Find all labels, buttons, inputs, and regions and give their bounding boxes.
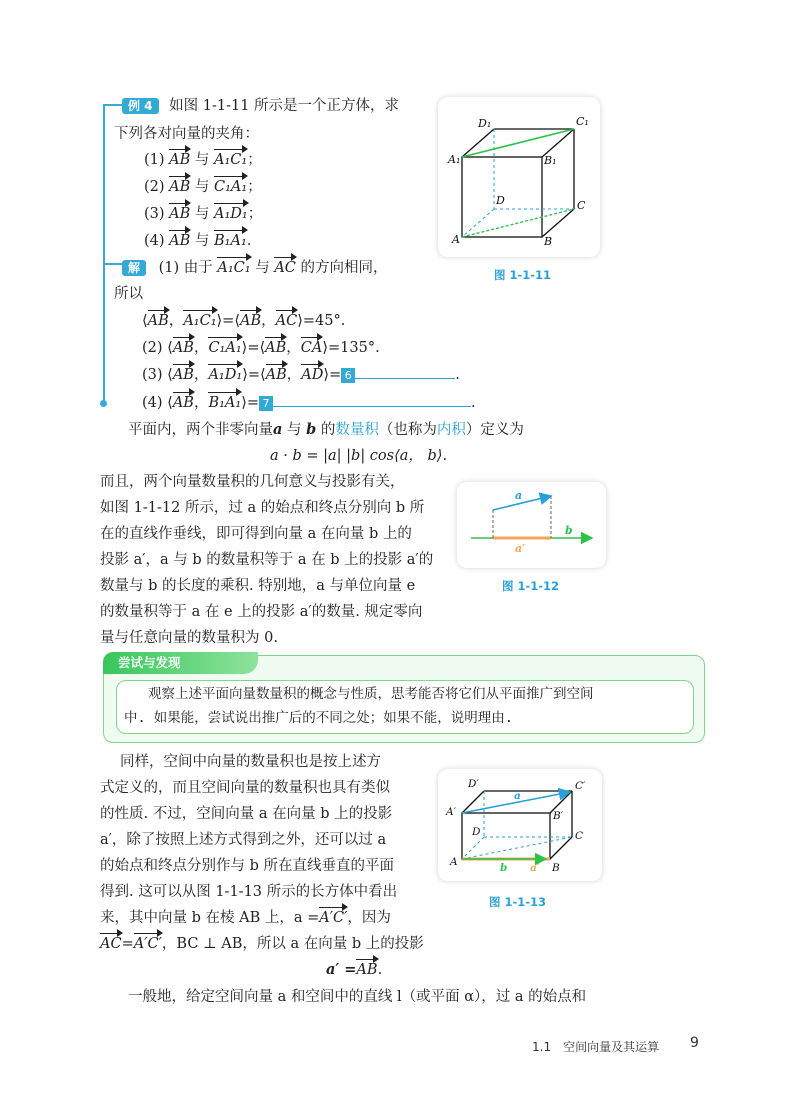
paragraph-line: 的数量积等于 a 在 e 上的投影 a′的数量. 规定零向 [100, 604, 423, 620]
solution-line-2: 所以 [114, 286, 143, 302]
projection-diagram [457, 482, 606, 568]
label-D: D [496, 194, 505, 207]
solution-line-1: 解 (1) 由于 A₁C₁ 与 AC 的方向相同， [122, 258, 388, 278]
label-B: B [544, 235, 553, 248]
example-bracket [103, 104, 105, 404]
svg-text:D′: D′ [468, 778, 479, 790]
svg-text:a: a [515, 489, 523, 502]
cube-diagram [438, 97, 600, 257]
paragraph-line: 而且，两个向量数量积的几何意义与投影有关， [100, 474, 405, 490]
svg-text:B′: B′ [553, 810, 564, 822]
svg-text:a: a [514, 790, 521, 802]
paragraph-line: a′，除了按照上述方式得到之外，还可以过 a [100, 832, 387, 848]
example-item: (1) AB 与 A₁C₁； [144, 152, 262, 168]
paragraph-line: 在的直线作垂线，即可得到向量 a 在向量 b 上的 [100, 526, 412, 542]
paragraph-line: 的性质. 不过，空间向量 a 在向量 b 上的投影 [100, 806, 393, 822]
svg-text:C′: C′ [575, 780, 586, 792]
solution-bracket-tick [103, 263, 123, 265]
paragraph-line: 的始点和终点分别作与 b 所在直线垂直的平面 [100, 858, 394, 874]
try-discover-title: 尝试与发现 [118, 655, 181, 670]
figure-caption: 图 1-1-12 [502, 579, 560, 593]
try-discover-line-1: 观察上述平面向量数量积的概念与性质，思考能否将它们从平面推广到空间 [148, 686, 594, 702]
paragraph-line: 量与任意向量的数量积为 0. [100, 630, 278, 646]
example-intro-1: 如图 1-1-11 所示是一个正方体，求 [169, 98, 400, 114]
example-tag: 例 4 [122, 98, 159, 114]
try-discover-line-2: 中. 如果能，尝试说出推广后的不同之处；如果不能，说明理由. [124, 710, 513, 726]
dot-product-definition: 平面内，两个非零向量a 与 b 的数量积（也称为内积）定义为 [128, 421, 524, 438]
paragraph-line: 一般地，给定空间向量 a 和空间中的直线 l（或平面 α），过 a 的始点和 [128, 989, 587, 1005]
figure-1-1-13 [438, 769, 602, 881]
label-A1: A₁ [448, 153, 461, 166]
example-item: (3) AB 与 A₁D₁； [144, 206, 263, 222]
figure-caption: 图 1-1-11 [494, 268, 552, 282]
label-C1: C₁ [576, 115, 589, 128]
svg-text:a′: a′ [515, 542, 526, 555]
paragraph-line: 数量与 b 的长度的乘积. 特别地，a 与单位向量 e [100, 578, 416, 594]
example-bracket-top [103, 104, 123, 106]
answer-blank-6[interactable]: 6 [341, 368, 355, 383]
paragraph-line: AC=A′C′，BC ⊥ AB，所以 a 在向量 b 上的投影 [100, 936, 424, 952]
figure-1-1-12 [457, 482, 606, 568]
label-D1: D₁ [478, 117, 492, 130]
page-number: 9 [690, 1035, 699, 1051]
solution-eq-4: (4) ⟨AB，B₁A₁⟩= 7 . [142, 395, 476, 411]
solution-eq-2: (2) ⟨AB，C₁A₁⟩=⟨AB，CA⟩=135°. [142, 340, 380, 356]
example-heading [122, 96, 399, 116]
example-item: (2) AB 与 C₁A₁； [144, 179, 262, 195]
paragraph-line: 得到. 这可以从图 1-1-13 所示的长方体中看出 [100, 884, 398, 900]
figure-caption: 图 1-1-13 [489, 895, 547, 909]
svg-text:b: b [565, 524, 573, 537]
svg-text:C: C [575, 830, 584, 842]
solution-eq-1: ⟨AB，A₁C₁⟩=⟨AB，AC⟩=45°. [142, 313, 346, 329]
projection-formula: a′ =AB. [326, 961, 383, 978]
paragraph-line: 如图 1-1-12 所示，过 a 的始点和终点分别向 b 所 [100, 500, 425, 516]
paragraph-line: 同样，空间中向量的数量积也是按上述方 [120, 754, 381, 770]
svg-text:b: b [500, 862, 508, 874]
solution-tag: 解 [122, 260, 146, 276]
label-A: A [452, 233, 460, 246]
answer-blank-7[interactable]: 7 [259, 396, 273, 411]
paragraph-line: 投影 a′，a 与 b 的数量积等于 a 在 b 上的投影 a′的 [100, 552, 434, 568]
figure-1-1-11 [438, 97, 600, 257]
label-C: C [577, 199, 586, 212]
example-item: (4) AB 与 B₁A₁. [144, 233, 252, 249]
solution-eq-3: (3) ⟨AB，A₁D₁⟩=⟨AB，AD⟩= 6 . [142, 367, 460, 383]
cuboid-diagram [438, 769, 602, 881]
svg-text:a′: a′ [530, 862, 540, 874]
svg-text:D: D [472, 826, 481, 838]
example-intro-2: 下列各对向量的夹角： [114, 126, 259, 142]
paragraph-line: 来，其中向量 b 在棱 AB 上，a =A′C′，因为 [100, 910, 391, 926]
svg-text:A: A [450, 856, 458, 868]
footer-section: 1.1 空间向量及其运算 [532, 1040, 660, 1054]
svg-text:B: B [552, 862, 560, 874]
bracket-end-dot [100, 400, 107, 407]
svg-text:A′: A′ [446, 806, 456, 818]
paragraph-line: 式定义的，而且空间向量的数量积也具有类似 [100, 780, 390, 796]
label-B1: B₁ [544, 154, 557, 167]
dot-product-formula: a · b = |a| |b| cos⟨a， b⟩. [270, 448, 448, 464]
